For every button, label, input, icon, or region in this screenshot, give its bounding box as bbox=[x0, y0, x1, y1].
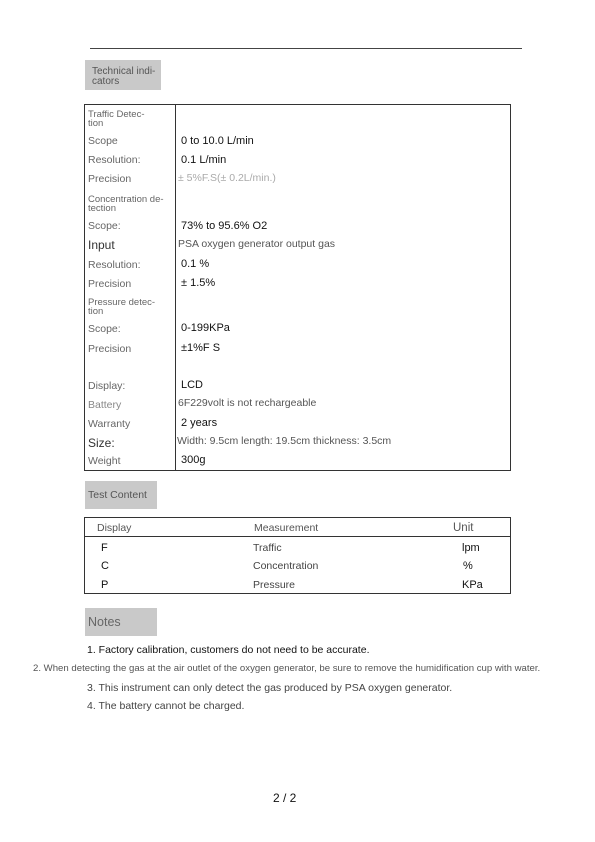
battery-label: Battery bbox=[88, 399, 122, 411]
weight-label: Weight bbox=[88, 455, 121, 467]
warranty-label: Warranty bbox=[88, 418, 131, 430]
technical-indicators-heading: Technical indi- cators bbox=[85, 60, 161, 90]
table-cell-measurement: Traffic bbox=[253, 542, 282, 554]
traffic-detection-heading: Traffic Detec- tion bbox=[88, 109, 145, 129]
pressure-scope-value: 0-199KPa bbox=[181, 322, 230, 334]
note-item: 2. When detecting the gas at the air outlet of the oxygen generator, be sure to remove the humidification cup with water. bbox=[33, 663, 541, 674]
pressure-scope-label: Scope: bbox=[88, 323, 121, 335]
input-value: PSA oxygen generator output gas bbox=[178, 238, 336, 250]
concentration-scope-label: Scope: bbox=[88, 220, 121, 232]
traffic-precision-value: ± 5%F.S(± 0.2L/min.) bbox=[178, 172, 276, 184]
concentration-precision-label: Precision bbox=[88, 278, 132, 290]
column-header-display: Display bbox=[97, 522, 132, 534]
concentration-resolution-label: Resolution: bbox=[88, 259, 141, 271]
weight-value: 300g bbox=[181, 454, 206, 466]
concentration-detection-heading: Concentration de- tection bbox=[88, 194, 164, 214]
column-header-measurement: Measurement bbox=[254, 522, 319, 534]
concentration-precision-value: ± 1.5% bbox=[181, 277, 216, 289]
size-value: Width: 9.5cm length: 19.5cm thickness: 3.5cm bbox=[177, 435, 392, 447]
table-cell-measurement: Pressure bbox=[253, 579, 296, 591]
header-rule bbox=[85, 536, 510, 537]
table-cell-measurement: Concentration bbox=[253, 560, 319, 572]
notes-heading: Notes bbox=[85, 608, 157, 636]
top-rule bbox=[90, 48, 522, 49]
pressure-detection-heading: Pressure detec- tion bbox=[88, 297, 156, 317]
traffic-scope-value: 0 to 10.0 L/min bbox=[181, 135, 254, 147]
test-content-heading: Test Content bbox=[85, 481, 157, 509]
concentration-resolution-value: 0.1 % bbox=[181, 258, 210, 270]
display-label: Display: bbox=[88, 380, 126, 392]
traffic-precision-label: Precision bbox=[88, 173, 132, 185]
table-cell-display: P bbox=[101, 579, 109, 591]
size-label: Size: bbox=[88, 436, 115, 450]
note-item: 1. Factory calibration, customers do not need to be accurate. bbox=[87, 644, 370, 656]
traffic-resolution-value: 0.1 L/min bbox=[181, 154, 227, 166]
note-item: 4. The battery cannot be charged. bbox=[87, 700, 245, 712]
table-cell-display: C bbox=[101, 560, 109, 572]
pressure-precision-value: ±1%F S bbox=[181, 342, 221, 354]
traffic-scope-label: Scope bbox=[88, 135, 118, 147]
table-cell-unit: lpm bbox=[462, 542, 480, 554]
spec-table bbox=[84, 104, 511, 471]
table-cell-display: F bbox=[101, 542, 108, 554]
battery-value: 6F229volt is not rechargeable bbox=[178, 397, 317, 409]
test-content-table bbox=[84, 517, 511, 594]
page-number: 2 / 2 bbox=[273, 791, 297, 805]
spec-column-divider bbox=[175, 105, 176, 470]
traffic-resolution-label: Resolution: bbox=[88, 154, 141, 166]
note-item: 3. This instrument can only detect the gas produced by PSA oxygen generator. bbox=[87, 682, 453, 694]
warranty-value: 2 years bbox=[181, 417, 218, 429]
pressure-precision-label: Precision bbox=[88, 343, 132, 355]
display-value: LCD bbox=[181, 379, 204, 391]
column-header-unit: Unit bbox=[453, 522, 474, 534]
input-label: Input bbox=[88, 238, 115, 252]
table-cell-unit: % bbox=[463, 560, 473, 572]
table-cell-unit: KPa bbox=[462, 579, 483, 591]
concentration-scope-value: 73% to 95.6% O2 bbox=[181, 220, 268, 232]
